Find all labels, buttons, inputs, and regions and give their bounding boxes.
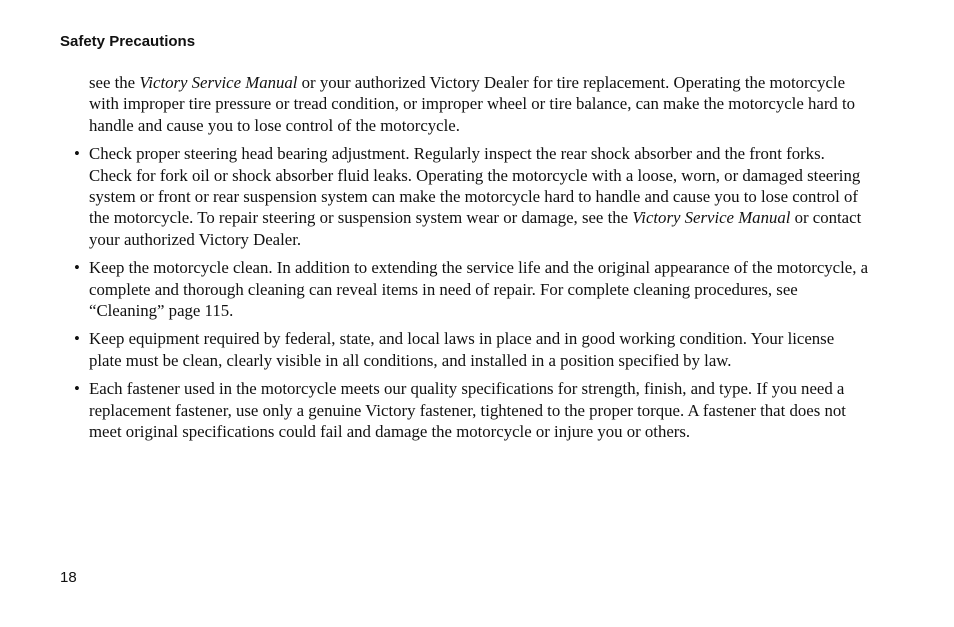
precaution-list [74,143,869,442]
continuation-paragraph [89,72,869,136]
page-body [74,72,869,450]
manual-title: Victory Service Manual [632,208,791,228]
list-item [74,143,869,250]
continuation-text-start: see the [89,73,140,92]
list-item-text: Keep the motorcycle clean. In addition to extending the service life and the original appearance of the motorcycle, a complete and thorough cleaning can reveal items in need of repair. For complete cleaning procedures, see “Cleaning” page 115. [89,258,869,321]
list-item-text: Keep equipment required by federal, state, and local laws in place and in good working condition. Your license plate must be clean, clearly visible in all conditions, and installed in a position specified by law. [89,329,835,370]
page-number: 18 [60,569,77,586]
list-item-text-end: or contact your authorized Victory Dealer. [89,208,862,249]
bullet-icon: • [74,144,80,164]
bullet-icon: • [74,258,80,278]
bullet-icon: • [74,329,80,349]
list-item-text: Each fastener used in the motorcycle meets our quality specifications for strength, finish, and type. If you need a replacement fastener, use only a genuine Victory fastener, tightened to the proper torque. A fastener that does not meet original specifications could fail and damage the motorcycle or injure you or others. [89,379,846,442]
bullet-icon: • [74,379,80,399]
section-header: Safety Precautions [60,33,196,50]
manual-title: Victory Service Manual [139,73,298,92]
list-item-text-start: Check proper steering head bearing adjustment. Regularly inspect the rear shock absorber and the front forks. Check for fork oil or shock absorber fluid leaks. Operating the motorcycle with a loose, worn, or damaged steering system or front or rear suspension system can make the motorcycle hard to handle and cause you to lose control of the motorcycle. To repair steering or suspension system wear or damage, see the [89,144,861,228]
list-item [74,378,869,442]
list-item [74,328,869,371]
list-item [74,257,869,321]
continuation-text-end: or your authorized Victory Dealer for tire replacement. Operating the motorcycle with improper tire pressure or tread condition, or improper wheel or tire balance, can make the motorcycle hard to handle and cause you to lose control of the motorcycle. [89,73,856,135]
